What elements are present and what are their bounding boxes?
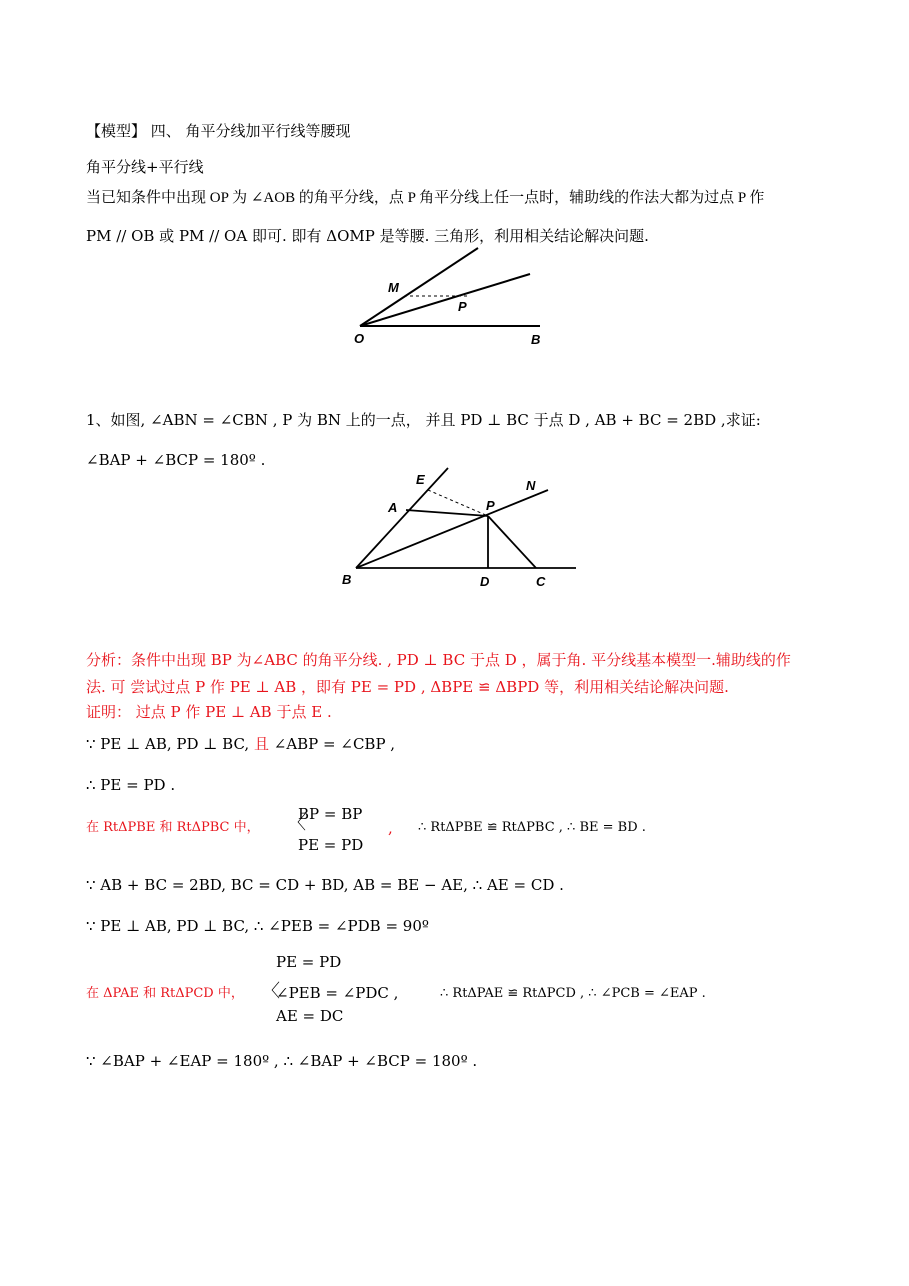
proof-line-7: ∵ ∠BAP + ∠EAP = 180º , ∴ ∠BAP + ∠BCP = 180º . xyxy=(86,1052,478,1070)
label-p2: P xyxy=(486,498,495,513)
proof-line-1-b: ∠ABP = ∠CBP , xyxy=(273,735,396,753)
problem-line-1: 1、如图, ∠ABN = ∠CBN , P 为 BN 上的一点， 并且 PD ⊥ BC 于点 D , AB + BC = 2BD ,求证: xyxy=(86,411,761,429)
label-m: M xyxy=(388,280,399,295)
proof-line-6-result: ∴ RtΔPAE ≌ RtΔPCD , ∴ ∠PCB = ∠EAP . xyxy=(440,986,706,1001)
proof-line-5: ∵ PE ⊥ AB, PD ⊥ BC, ∴ ∠PEB = ∠PDB = 90º xyxy=(86,917,429,935)
line-ba xyxy=(356,468,448,568)
label-a: A xyxy=(388,500,398,515)
brace-2-line-2: ∠PEB = ∠PDC , xyxy=(276,984,399,1002)
analysis-line-2: 法. 可 尝试过点 P 作 PE ⊥ AB ，即有 PE = PD , ΔBPE ≌ ΔBPD 等，利用相关结论解决问题. xyxy=(86,678,729,696)
proof-line-4: ∵ AB + BC = 2BD, BC = CD + BD, AB = BE − AE, ∴ AE = CD . xyxy=(86,876,564,894)
brace-2-line-3: AE = DC xyxy=(276,1007,344,1025)
brace-1-comma: , xyxy=(388,819,393,837)
proof-line-1-a: ∵ PE ⊥ AB, PD ⊥ BC, xyxy=(86,735,250,753)
section-header: 【模型】 四、 角平分线加平行线等腰现 xyxy=(86,122,351,140)
line-bn xyxy=(356,490,548,568)
label-o: O xyxy=(354,331,365,346)
label-p: P xyxy=(458,299,467,314)
proof-line-6-label: 在 ΔPAE 和 RtΔPCD 中， xyxy=(86,986,244,1001)
segment-ap xyxy=(406,510,488,516)
intro-line-1: 当已知条件中出现 OP 为 ∠AOB 的角平分线，点 P 角平分线上任一点时，辅助线的作法大都为过点 P 作 xyxy=(86,190,765,206)
ray-op xyxy=(360,274,530,326)
brace-1-top: BP = BP xyxy=(298,805,363,823)
label-b: B xyxy=(531,332,541,347)
proof-line-3-result: ∴ RtΔPBE ≌ RtΔPBC , ∴ BE = BD . xyxy=(418,820,646,835)
brace-2-line-1: PE = PD xyxy=(276,953,342,971)
label-d: D xyxy=(480,574,490,589)
label-e: E xyxy=(416,472,425,487)
analysis-line-1: 分析：条件中出现 BP 为∠ABC 的角平分线. , PD ⊥ BC 于点 D ，属于角. 平分线基本模型一.辅助线的作 xyxy=(86,651,791,669)
intro-line-2: PM // OB 或 PM // OA 即可. 即有 ΔOMP 是等腰. 三角形，利用相关结论解决问题. xyxy=(86,227,649,245)
brace-1-bottom: PE = PD xyxy=(298,836,364,854)
proof-line-1-and: 且 xyxy=(253,735,269,753)
proof-line-3-label: 在 RtΔPBE 和 RtΔPBC 中， xyxy=(86,820,260,835)
problem-line-2: ∠BAP + ∠BCP = 180º . xyxy=(86,451,266,469)
segment-pc xyxy=(488,516,536,568)
triangle-figure xyxy=(336,462,586,592)
angle-bisector-figure xyxy=(350,244,560,354)
brace-1: 〈 xyxy=(288,813,306,834)
brace-2: 〈 xyxy=(262,981,280,1002)
label-n: N xyxy=(526,478,536,493)
ray-oa xyxy=(360,248,478,326)
proof-line-1 xyxy=(86,734,395,754)
proof-intro: 证明： 过点 P 作 PE ⊥ AB 于点 E . xyxy=(86,703,332,721)
proof-line-2: ∴ PE = PD . xyxy=(86,776,176,794)
label-b2: B xyxy=(342,572,352,587)
subheading: 角平分线+平行线 xyxy=(86,158,204,176)
label-c: C xyxy=(536,574,546,589)
